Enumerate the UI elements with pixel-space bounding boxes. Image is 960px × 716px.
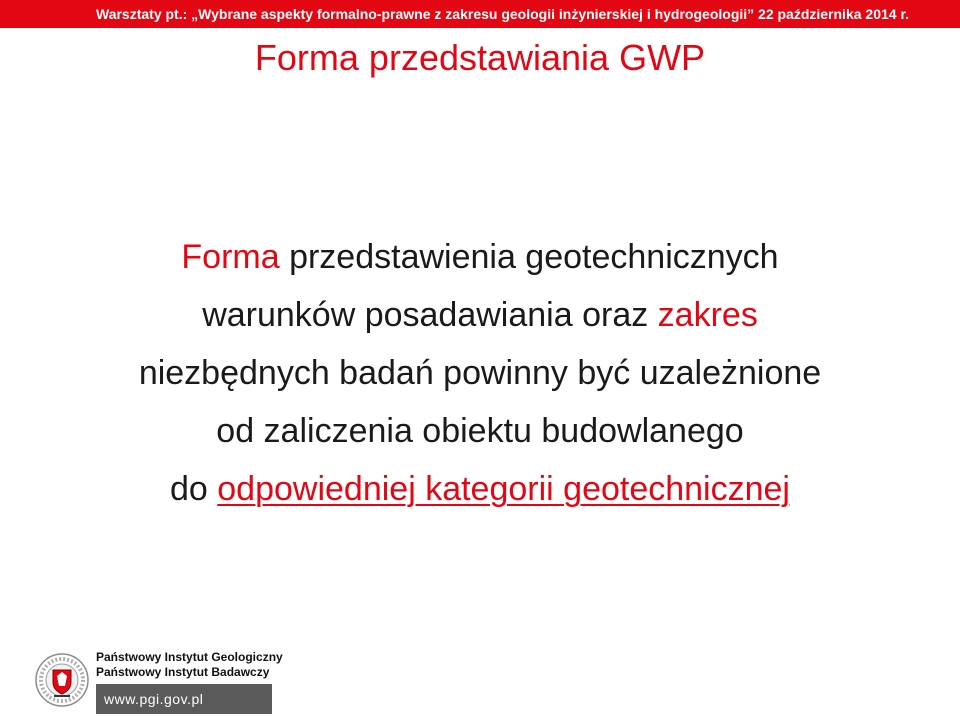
body-line-1 xyxy=(0,228,960,286)
body-emphasis-kategoria: odpowiedniej kategorii geotechnicznej xyxy=(217,470,790,508)
body-emphasis-zakres: zakres xyxy=(657,296,758,334)
institute-block xyxy=(96,650,283,714)
body-emphasis-forma: Forma xyxy=(181,238,280,276)
body-text-segment: do xyxy=(170,470,218,508)
institute-name-2: Państwowy Instytut Badawczy xyxy=(96,665,270,679)
body-text-segment: warunków posadawiania oraz xyxy=(202,296,658,334)
institute-name-1: Państwowy Instytut Geologiczny xyxy=(96,650,283,664)
website-link[interactable]: www.pgi.gov.pl xyxy=(96,684,272,714)
slide-title: Forma przedstawiania GWP xyxy=(254,37,706,78)
body-line-5 xyxy=(0,460,960,518)
header-banner: Warsztaty pt.: „Wybrane aspekty formalno-prawne z zakresu geologii inżynierskiej i hydrogeologii” 22 października 2014 r. xyxy=(0,0,960,28)
body-line-3: niezbędnych badań powinny być uzależnione xyxy=(138,354,822,392)
body-line-2 xyxy=(0,286,960,344)
slide-body xyxy=(0,228,960,518)
body-text-segment: przedstawienia geotechnicznych xyxy=(279,238,779,276)
pgi-logo-icon xyxy=(34,652,90,708)
body-line-4: od zaliczenia obiektu budowlanego xyxy=(216,412,744,450)
